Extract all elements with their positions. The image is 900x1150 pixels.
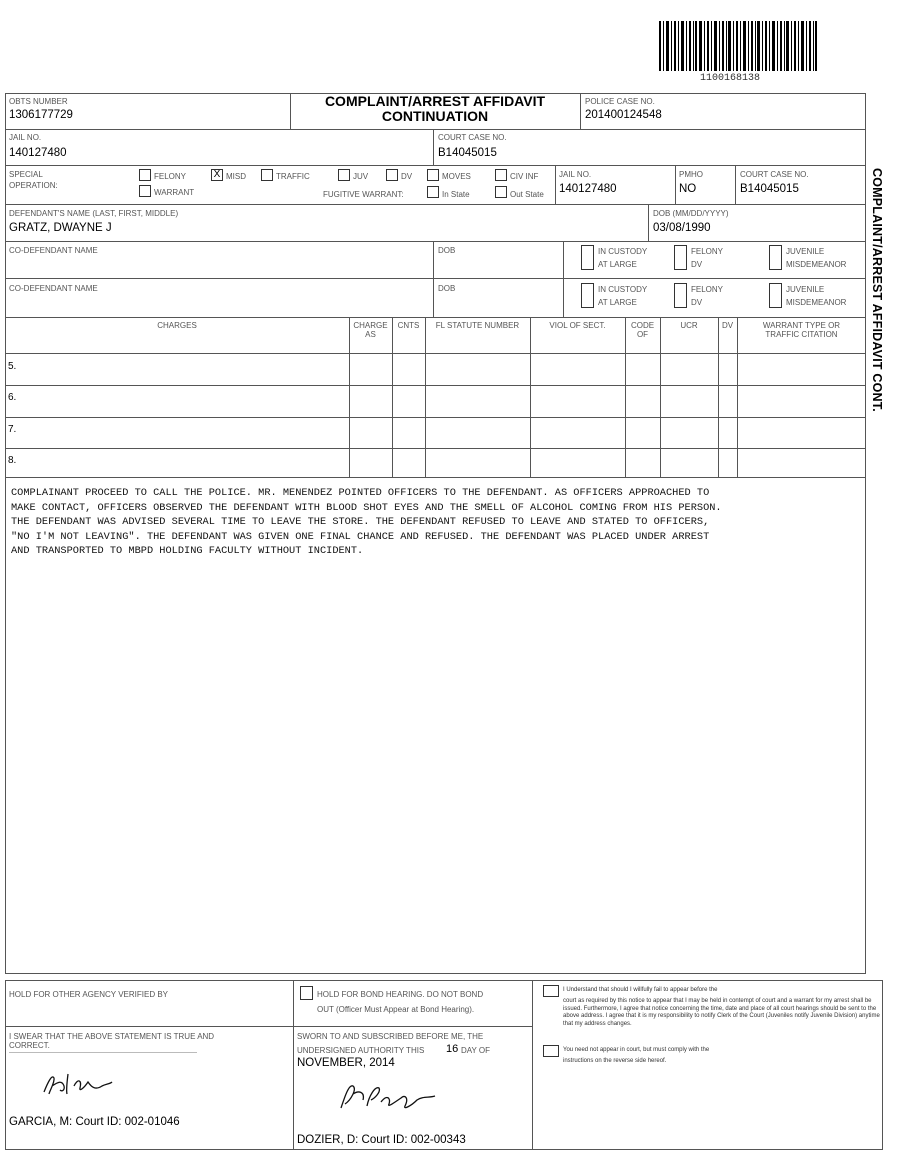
jail2-value: 140127480 — [559, 183, 617, 195]
code-header-1: CODE — [630, 321, 655, 330]
narrative-line-4: "NO I'M NOT LEAVING". THE DEFENDANT WAS GIVEN ONE FINAL CHANCE AND REFUSED. THE DEFENDANT WAS PLACED UNDER ARREST — [11, 530, 710, 543]
traffic-checkbox[interactable] — [261, 169, 273, 181]
sworn-day: 16 — [446, 1043, 459, 1055]
jail2-label: JAIL NO. — [559, 170, 592, 179]
charge-row-8: 8. — [8, 455, 17, 466]
viol-header: VIOL OF SECT. — [549, 321, 606, 330]
moves-label: MOVES — [442, 172, 471, 181]
felony-checkbox[interactable] — [139, 169, 151, 181]
misdemeanor-label: MISDEMEANOR — [786, 260, 847, 269]
hold-bond-label-1: HOLD FOR BOND HEARING. DO NOT BOND — [317, 990, 484, 999]
defendant-label: DEFENDANT'S NAME (LAST, FIRST, MIDDLE) — [9, 209, 179, 218]
notice-text-2: court as required by this notice to appear that I may be held in contempt of court and a warrant for my arrest shall be issued. Furthermore, I agree that notice concerning the time, date and place of all court hearings should be sent to the above address. I agree that it is my responsibility to notify Clerk of the Court (Juveniles notify Juvenile Division) anytime that my address changes. — [563, 998, 880, 1027]
officer1-name: GARCIA, M: Court ID: 002-01046 — [9, 1116, 180, 1128]
codefendant-label-2: CO-DEFENDANT NAME — [9, 284, 98, 293]
misd-checkbox[interactable]: X — [211, 169, 223, 181]
jail-value: 140127480 — [9, 147, 67, 159]
police-case-value: 201400124548 — [585, 109, 662, 121]
in-custody-checkbox[interactable] — [581, 245, 594, 270]
charge-row-6: 6. — [8, 392, 17, 403]
officer2-name: DOZIER, D: Court ID: 002-00343 — [297, 1134, 466, 1146]
hold-bond-checkbox[interactable] — [300, 986, 313, 1000]
juvenile-checkbox-2[interactable] — [769, 283, 782, 308]
sworn-label-1: SWORN TO AND SUBSCRIBED BEFORE ME, THE — [297, 1032, 484, 1041]
codef-dv-label: DV — [691, 260, 703, 269]
codef-dv-label-2: DV — [691, 298, 703, 307]
defendant-value: GRATZ, DWAYNE J — [9, 222, 112, 234]
codef-felony-checkbox[interactable] — [674, 245, 687, 270]
narrative-line-5: AND TRANSPORTED TO MBPD HOLDING FACULTY WITHOUT INCIDENT. — [11, 545, 364, 557]
misdemeanor-label-2: MISDEMEANOR — [786, 298, 847, 307]
court-case-value: B14045015 — [438, 147, 497, 159]
barcode-number: 1100168138 — [700, 73, 761, 84]
barcode — [659, 21, 817, 71]
civ-inf-checkbox[interactable] — [495, 169, 507, 181]
jail-row — [5, 129, 866, 166]
charge-row-5: 5. — [8, 361, 17, 372]
traffic-label: TRAFFIC — [276, 172, 310, 181]
cnts-header: CNTS — [397, 321, 420, 330]
sworn-label-2a: UNDERSIGNED AUTHORITY THIS — [297, 1046, 425, 1055]
operation-label: OPERATION: — [9, 181, 58, 190]
misd-label: MISD — [226, 172, 246, 181]
pmho-value: NO — [679, 183, 697, 195]
police-case-label: POLICE CASE NO. — [585, 97, 655, 106]
ucr-header: UCR — [680, 321, 698, 330]
felony-label: FELONY — [154, 172, 187, 181]
codefendant-dob-label: DOB — [438, 246, 456, 255]
notice-text-4: instructions on the reverse side hereof. — [563, 1058, 667, 1064]
notice-appear-checkbox[interactable] — [543, 985, 559, 997]
fugitive-warrant-label: FUGITIVE WARRANT: — [323, 190, 404, 199]
narrative-line-3: THE DEFENDANT WAS ADVISED SEVERAL TIME TO LEAVE THE STORE. THE DEFENDANT REFUSED TO LEAVE AND STATED TO OFFICERS, — [11, 516, 710, 528]
dob-value: 03/08/1990 — [653, 222, 711, 234]
side-title: COMPLAINT/ARREST AFFIDAVIT CONT. — [870, 168, 884, 412]
dv-checkbox[interactable] — [386, 169, 398, 181]
warrant-label: WARRANT — [154, 188, 195, 197]
dv-label: DV — [401, 172, 413, 181]
obts-value: 1306177729 — [9, 109, 73, 121]
officer2-signature — [335, 1080, 445, 1116]
court-case2-label: COURT CASE NO. — [740, 170, 809, 179]
codef-felony-checkbox-2[interactable] — [674, 283, 687, 308]
juv-checkbox[interactable] — [338, 169, 350, 181]
moves-checkbox[interactable] — [427, 169, 439, 181]
in-custody-label-2: IN CUSTODY — [598, 285, 648, 294]
dv-header: DV — [721, 321, 734, 330]
juv-label: JUV — [353, 172, 369, 181]
juvenile-label: JUVENILE — [786, 247, 825, 256]
charge-as-header-2: AS — [365, 330, 376, 339]
swear-label-2: CORRECT. — [9, 1041, 50, 1050]
out-state-checkbox[interactable] — [495, 186, 507, 198]
dob-label: DOB (MM/DD/YYYY) — [653, 209, 729, 218]
out-state-label: Out State — [510, 190, 544, 199]
narrative-line-1: COMPLAINANT PROCEED TO CALL THE POLICE. MR. MENENDEZ POINTED OFFICERS TO THE DEFENDANT. AS OFFICERS APPROACHED TO — [11, 487, 710, 499]
warrant-header-2: TRAFFIC CITATION — [765, 330, 838, 339]
form-title-line1: COMPLAINT/ARREST AFFIDAVIT — [324, 93, 546, 109]
notice-text-1: I Understand that should I willfully fail to appear before the — [563, 987, 718, 993]
sworn-label-2b: DAY OF — [461, 1046, 491, 1055]
jail-label: JAIL NO. — [9, 133, 42, 142]
in-state-checkbox[interactable] — [427, 186, 439, 198]
at-large-label: AT LARGE — [598, 260, 637, 269]
charge-row-7: 7. — [8, 424, 17, 435]
juvenile-label-2: JUVENILE — [786, 285, 825, 294]
codefendant-row-2 — [5, 278, 866, 318]
hold-other-agency-label: HOLD FOR OTHER AGENCY VERIFIED BY — [9, 990, 168, 999]
court-case2-value: B14045015 — [740, 183, 799, 195]
charge-as-header-1: CHARGE — [353, 321, 388, 330]
at-large-label-2: AT LARGE — [598, 298, 637, 307]
civ-inf-label: CIV INF — [510, 172, 539, 181]
form-title-line2: CONTINUATION — [381, 108, 489, 124]
warrant-checkbox[interactable] — [139, 185, 151, 197]
notice-text-3: You need not appear in court, but must comply with the — [563, 1047, 710, 1053]
codefendant-dob-label-2: DOB — [438, 284, 456, 293]
narrative-line-2: MAKE CONTACT, OFFICERS OBSERVED THE DEFENDANT WITH BLOOD SHOT EYES AND THE SMELL OF ALCOHOL COMING FROM HIS PERSON. — [11, 501, 722, 514]
in-custody-label: IN CUSTODY — [598, 247, 648, 256]
statute-header: FL STATUTE NUMBER — [435, 321, 520, 330]
codef-felony-label: FELONY — [691, 247, 724, 256]
charges-header: CHARGES — [157, 321, 197, 330]
in-custody-checkbox-2[interactable] — [581, 283, 594, 308]
codefendant-label: CO-DEFENDANT NAME — [9, 246, 98, 255]
officer1-signature — [40, 1068, 115, 1100]
in-state-label: In State — [442, 190, 470, 199]
obts-label: OBTS NUMBER — [9, 97, 68, 106]
swear-label-1: I SWEAR THAT THE ABOVE STATEMENT IS TRUE AND — [9, 1032, 215, 1041]
pmho-label: PMHO — [679, 170, 703, 179]
codef-felony-label-2: FELONY — [691, 285, 724, 294]
hold-bond-label-2: OUT (Officer Must Appear at Bond Hearing). — [317, 1005, 475, 1014]
notice-comply-checkbox[interactable] — [543, 1045, 559, 1057]
code-header-2: OF — [636, 330, 649, 339]
warrant-header-1: WARRANT TYPE OR — [762, 321, 841, 330]
court-case-label: COURT CASE NO. — [438, 133, 507, 142]
codefendant-row-1 — [5, 241, 866, 279]
special-label: SPECIAL — [9, 170, 43, 179]
sworn-month: NOVEMBER, 2014 — [297, 1057, 395, 1069]
juvenile-checkbox[interactable] — [769, 245, 782, 270]
